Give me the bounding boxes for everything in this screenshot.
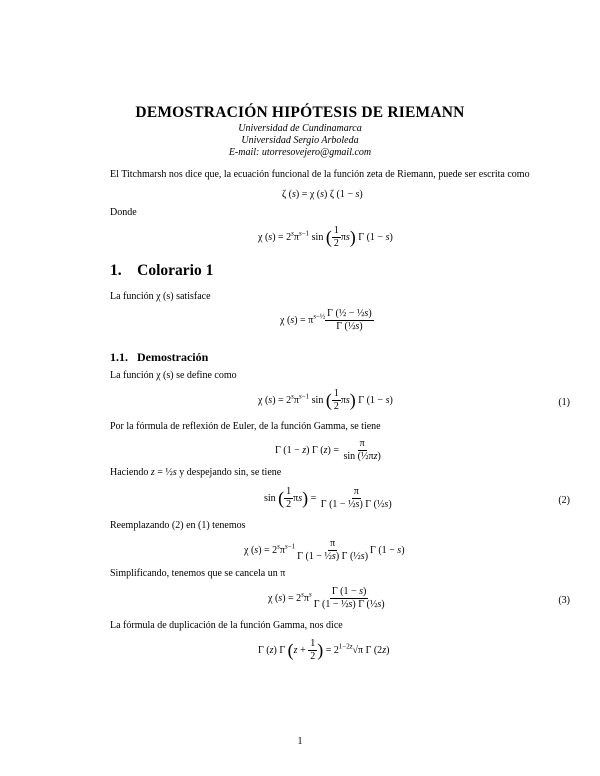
affiliation-2: Universidad Sergio Arboleda (241, 135, 359, 146)
equation-number-2: (2) (558, 495, 570, 506)
haciendo-post: y despejando sin, se tiene (179, 467, 282, 478)
subsection-title: Demostración (137, 350, 209, 364)
euler-text: Por la fórmula de reflexión de Euler, de la función Gamma, se tiene (110, 421, 381, 432)
subsection-heading (110, 350, 208, 365)
haciendo-text: Haciendo z = ½s y despejando sin, se tiene (110, 467, 282, 478)
equation-chi-definition: χ $(s) = 2^s\pi^{s-1}$ sin ( $\frac{1}{2}$ πs) Γ (1 − s) (258, 225, 393, 249)
reemplazando-text: Reemplazando (2) en (1) tenemos (110, 520, 246, 531)
section-title: Colorario 1 (137, 262, 214, 279)
equation-duplication: Γ (z) Γ (z + $\frac{1}{2}$ ) = $2^{1-2z}√\pi$ Γ (2z) (258, 638, 390, 662)
page-number: 1 (297, 736, 303, 747)
duplicacion-text: La fórmula de duplicación de la función Gamma, nos dice (110, 620, 343, 631)
affiliation-1: Universidad de Cundinamarca (238, 123, 362, 134)
haciendo-pre: Haciendo (110, 467, 149, 478)
chi-satisface-text: La función χ (s) satisface (110, 291, 211, 302)
equation-functional: ζ (s) = χ (s) ζ (1 − s) (282, 189, 363, 200)
intro-paragraph: El Titchmarsh nos dice que, la ecuación funcional de la función zeta de Riemann, puede ser escrita como (110, 169, 530, 180)
equation-euler-reflection: Γ (1 − z) Γ (z) = $\frac{\pi}{\text{sin (½πz)}}$ (275, 438, 381, 462)
affiliation-email: E-mail: utorresovejero@gmail.com (228, 147, 372, 158)
equation-chi-satisface: χ $(s) = \pi^{s-\frac{1}{2}}$ $\frac{\text{Γ (½ − ½s)}}{\text{Γ (½s)}}$ (280, 308, 372, 332)
equation-2: sin ( $\frac{1}{2}$ πs) = $\frac{\pi}{\text{Γ (1 − ½s) Γ (½s)}}$ (264, 486, 392, 510)
equation-3: χ $(s) = 2^s\pi^s$ $\frac{\Gamma (1 - s)}{\text{Γ (1 − ½s) Γ (½s)}}$ (268, 586, 385, 610)
subsection-number: 1.1. (110, 350, 128, 364)
donde-text: Donde (110, 207, 137, 218)
section-1-heading (110, 262, 213, 280)
paper-title: DEMOSTRACIÓN HIPÓTESIS DE RIEMANN (135, 104, 465, 121)
equation-number-1: (1) (558, 397, 570, 408)
equation-number-3: (3) (558, 595, 570, 606)
simplificando-text: Simplificando, tenemos que se cancela un π (110, 568, 286, 579)
define-text: La función χ (s) se define como (110, 370, 237, 381)
equation-1: χ $(s) = 2^s\pi^{s-1}$ sin ( $\frac{1}{2}$ πs) Γ (1 − s) (258, 388, 393, 412)
equation-substituted: χ $(s) = 2^s\pi^{s-1}$ $\frac{\pi}{\text{Γ (1 − ½s) Γ (½s)}}$ Γ (1 − s) (244, 538, 405, 562)
section-number: 1. (110, 262, 122, 279)
